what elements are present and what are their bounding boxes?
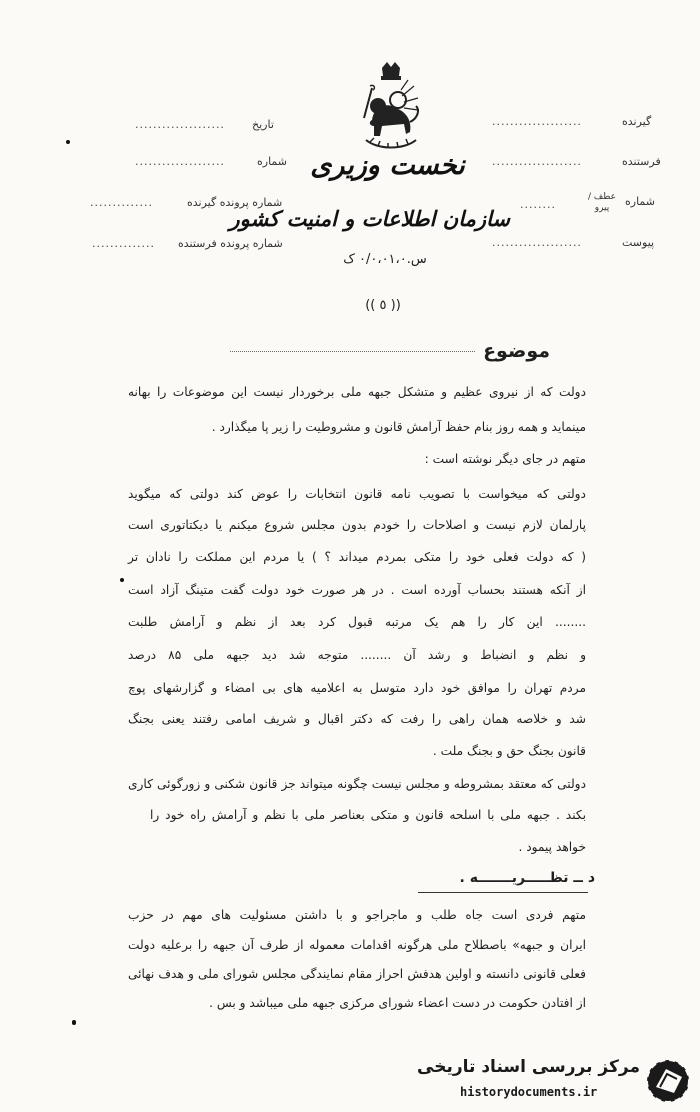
section-underline (418, 892, 588, 893)
body-line: دولتی که معتقد بمشروطه و مجلس نیست چگونه میتواند جز قانون شکنی و زورگوئی کاری (128, 777, 586, 791)
body-line: مردم تهران را موافق خود دارد متوسل به اعلامیه های بی امضاء و گزارشهای پوچ (128, 681, 586, 695)
number-label-left: شماره (257, 155, 288, 168)
analysis-line: متهم فردی است جاه طلب و ماجراجو و با داشتن مسئولیت های مهم در حزب (128, 908, 586, 922)
body-line: ........ این کار را هم یک مرتبه قبول کرد بعد از نظم و آرامش طلبت (128, 615, 586, 629)
letterhead-subtitle: سازمان اطلاعات و امنیت کشور (229, 206, 510, 231)
section-heading: د ــ تظـــــریـــــــه . (459, 870, 595, 886)
body-line: شد و خلاصه همان راهی را رفت که دکتر اقبال و شریف امامی رفتند یعنی بجنگ (128, 712, 586, 726)
body-line: قانون بجنگ حق و بجنگ ملت . (432, 744, 586, 758)
margin-mark (120, 578, 124, 582)
recipient-file-number-label: شماره پرونده گیرنده (187, 196, 283, 209)
watermark (400, 1055, 696, 1107)
body-line: خواهد پیمود . (518, 840, 586, 854)
reference-number: س.۰/۰،۰۱،۰ ک (343, 252, 427, 267)
page-marker: (( ٥ )) (365, 298, 401, 313)
body-line: پارلمان لازم نیست و اصلاحات را خودم بدون مجلس شروع میکنم یا دیکتاتوری است (128, 518, 586, 532)
emblem-lion-and-sun (352, 62, 430, 152)
body-line: مینماید و همه روز بنام حفظ آرامش قانون و مشروطیت را زیر پا میگذارد . (211, 420, 586, 434)
body-line: متهم در جای دیگر نوشته است : (424, 452, 586, 466)
body-line: و نظم و انضباط و رشد آن ........ متوجه شد دید جبهه ملی ۸۵ درصد (128, 648, 586, 662)
recipient-value: .................... (492, 115, 582, 128)
margin-mark (72, 1020, 76, 1025)
body-line: از آنکه هستند بحساب آورده است . در هر صورت خود دولت گفت متینگ آزاد است (128, 583, 586, 597)
recipient-file-number-value: .............. (90, 196, 153, 209)
watermark-name: مرکز بررسی اسناد تاریخی (417, 1057, 640, 1077)
body-line: بکند . جبهه ملی با اسلحه قانون و متکی بعناصر ملی با نظم و آرامش راه خود را (150, 808, 586, 822)
recipient-label: گیرنده (622, 115, 652, 128)
letterhead-title: نخست وزیری (310, 150, 465, 181)
sender-file-number-value: .............. (92, 237, 155, 250)
watermark-url: historydocuments.ir (460, 1085, 598, 1099)
number-value-left: .................... (135, 155, 225, 168)
date-label: تاریخ (252, 118, 274, 131)
date-value: .................... (135, 118, 225, 131)
subject-dots (230, 350, 475, 352)
analysis-line: ایران و جبهه» باصطلاح ملی هرگونه اقدامات معموله از طرف آن جبهه را برعلیه دولت (128, 938, 586, 952)
analysis-line: از افتادن حکومت در دست اعضاء شورای مرکزی جبهه ملی میباشد و بس . (209, 996, 586, 1010)
body-line: دولت که از نیروی عظیم و متشکل جبهه ملی برخوردار نیست این موضوعات را بهانه (128, 385, 586, 399)
reference-number-label: شماره (625, 195, 656, 208)
watermark-logo-icon (644, 1057, 692, 1105)
sender-file-number-label: شماره پرونده فرستنده (178, 237, 283, 250)
body-line: دولتی که میخواست با تصویب نامه قانون انتخابات را عوض کند دولتی که میگوید (128, 487, 586, 501)
attachment-label: پیوست (622, 236, 655, 249)
margin-mark (66, 140, 70, 144)
subject-label: موضوع (483, 340, 550, 362)
attachment-value: .................... (492, 236, 582, 249)
analysis-line: فعلی قانونی دانسته و اولین هدفش احراز مقام نمایندگی مجلس شورای ملی و هدف نهائی (128, 967, 586, 981)
reference-type-value: عطف / پیرو (588, 192, 616, 213)
sender-label: فرستنده (622, 155, 661, 168)
reference-number-dots: ........ (520, 198, 556, 211)
body-line: ( که دولت فعلی خود را متکی بمردم میداند ؟ ) یا مردم این مملکت را نادان تر (128, 550, 586, 564)
sender-value: .................... (492, 155, 582, 168)
